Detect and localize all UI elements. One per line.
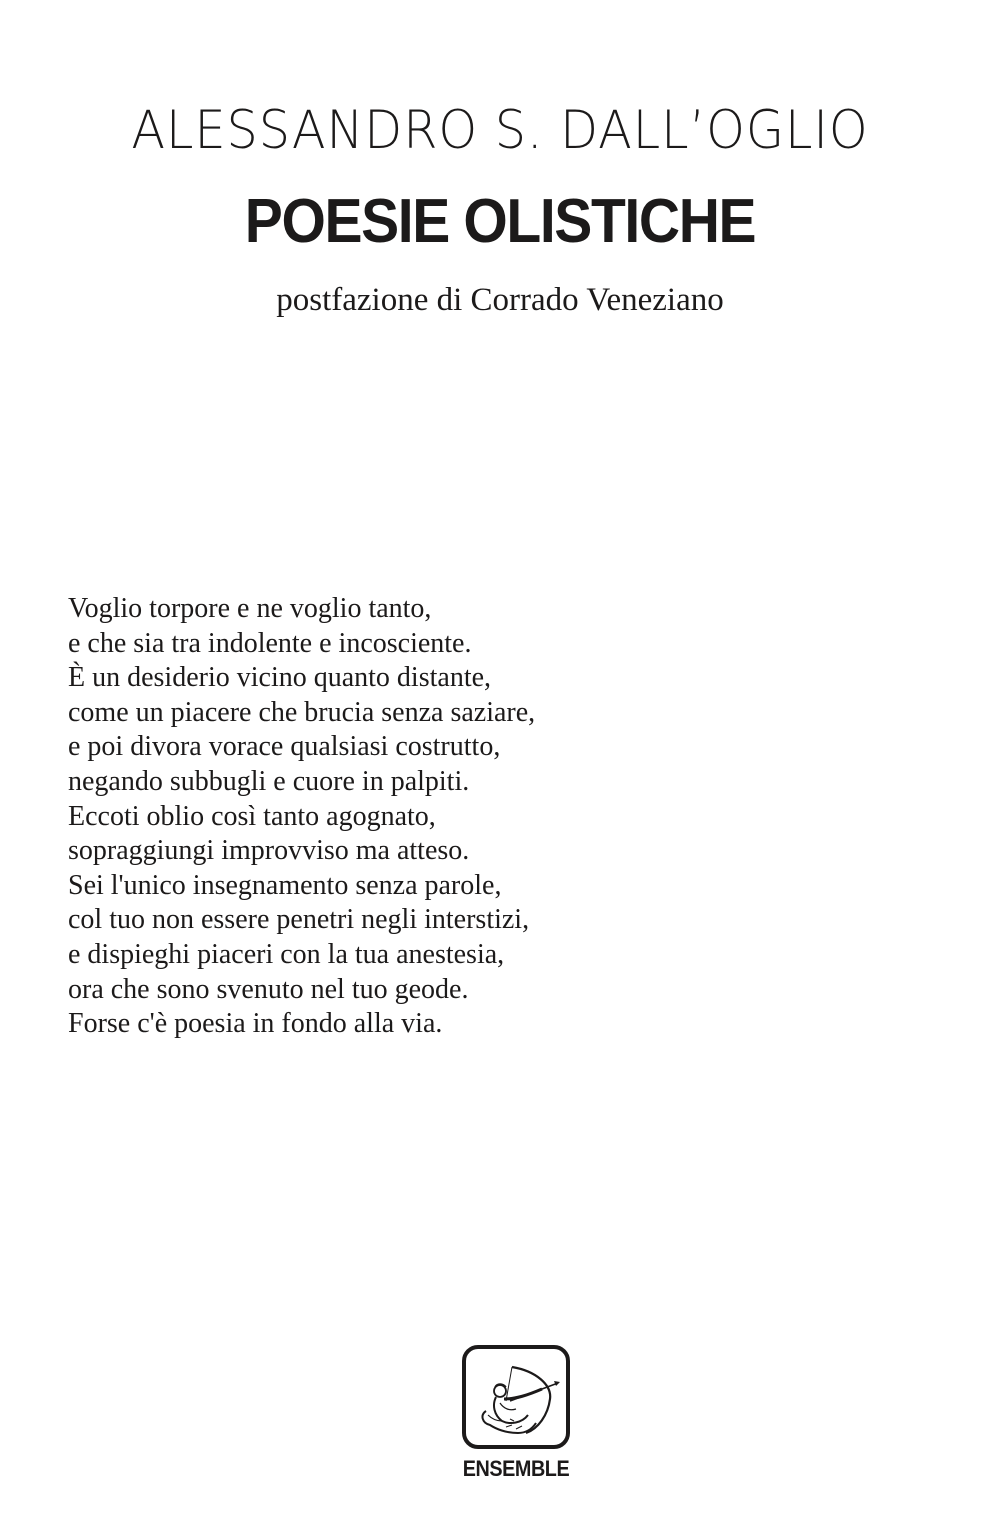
poem-line: e dispieghi piaceri con la tua anestesia, — [68, 938, 505, 970]
archer-logo-icon — [466, 1349, 566, 1445]
poem-line: come un piacere che brucia senza saziare, — [68, 696, 536, 728]
poem-line: È un desiderio vicino quanto distante, — [68, 662, 492, 694]
poem-line: Voglio torpore e ne voglio tanto, — [68, 593, 432, 624]
poem-line: e che sia tra indolente e incosciente. — [68, 627, 472, 659]
book-title: POESIE OLISTICHE — [244, 187, 756, 256]
publisher-name: ENSEMBLE — [462, 1456, 570, 1481]
author-name: ALESSANDRO S. DALL’OGLIO — [131, 100, 869, 161]
poem-line: Sei l'unico insegnamento senza parole, — [68, 869, 502, 901]
book-subtitle: postfazione di Corrado Veneziano — [276, 282, 724, 318]
poem-line: Eccoti oblio così tanto agognato, — [68, 800, 436, 832]
poem-line: col tuo non essere penetri negli interstizi, — [68, 904, 530, 936]
poem-line: negando subbugli e cuore in palpiti. — [68, 765, 470, 797]
poem-line: ora che sono svenuto nel tuo geode. — [68, 973, 469, 1005]
poem-line: sopraggiungi improvviso ma atteso. — [68, 835, 470, 867]
poem-line: e poi divora vorace qualsiasi costrutto, — [68, 731, 501, 763]
publisher-logo — [462, 1345, 570, 1449]
poem — [68, 592, 628, 1042]
poem-line: Forse c'è poesia in fondo alla via. — [68, 1008, 443, 1040]
